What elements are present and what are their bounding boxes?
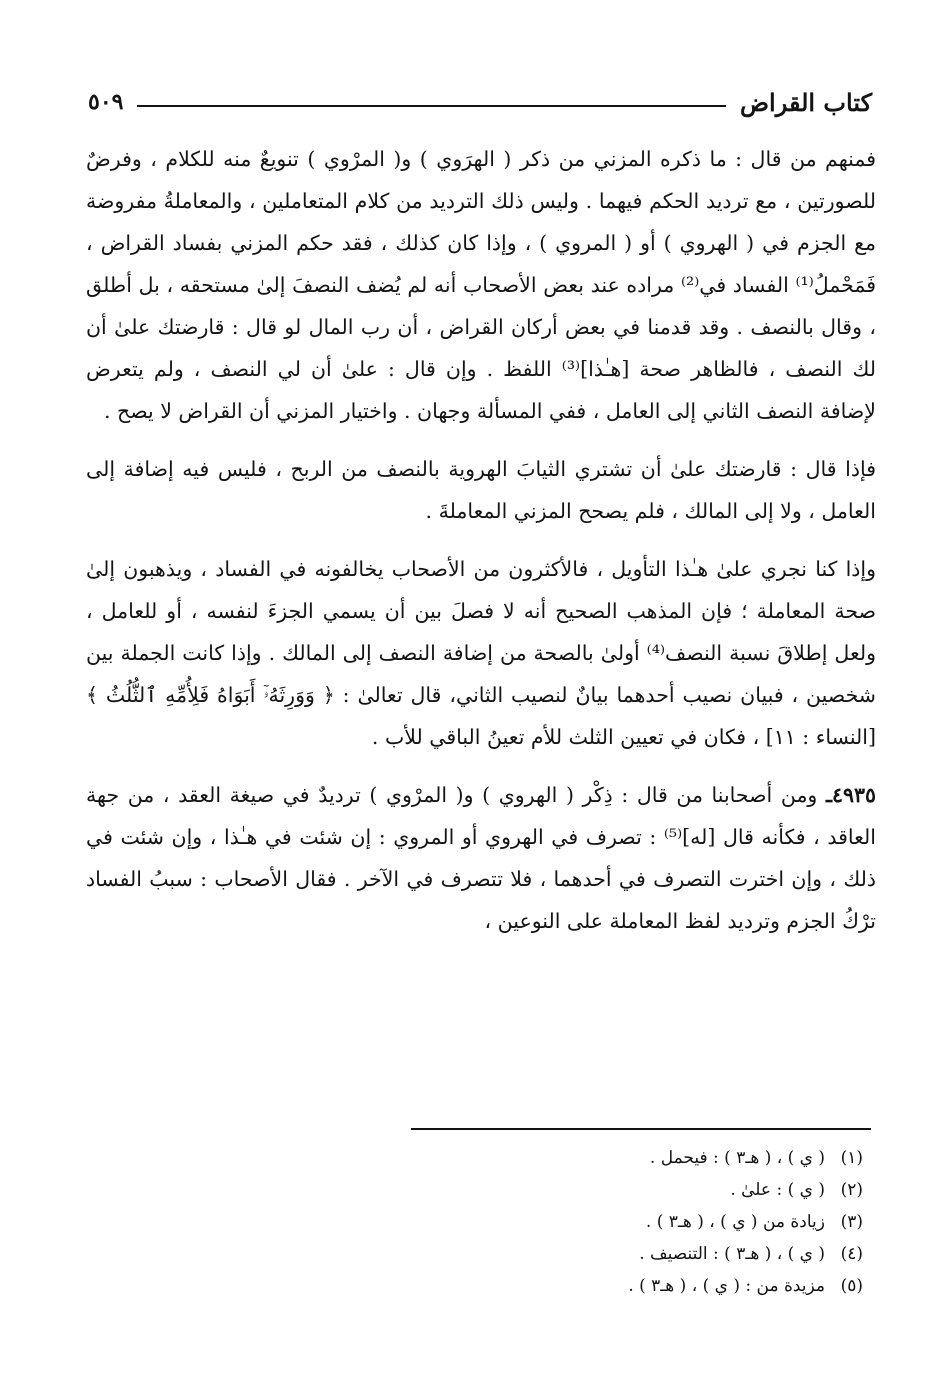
footnote-2 (263, 1174, 863, 1206)
header-rule (137, 105, 726, 107)
issue-text: ومن أصحابنا من قال : ذِكْر ( الهروي ) و( المرْوي ) ترديدٌ في صيغة العقد ، من جهة العاقد ، فكأنه قال [له]⁽⁵⁾ : تصرف في الهروي أو المروي : إن شئت في هـٰذا ، وإن شئت في ذلك ، وإن اخترت التصرف في أحدهما ، فلا تتصرف في الآخر . فقال الأصحاب : سببُ الفساد ترْكُ الجزم وترديد لفظ المعاملة على النوعين ، (86, 783, 876, 933)
footnotes (263, 1142, 863, 1302)
footnote-text: مزيدة من : ( ي ) ، ( هـ٣ ) . (628, 1276, 825, 1296)
paragraph-2: فإذا قال : قارضتك علىٰ أن تشتري الثيابَ الهروية بالنصف من الربح ، فليس فيه إضافة إلى العامل ، ولا إلى المالك ، فلم يصحح المزني المعاملةَ . (86, 457, 876, 523)
footnote-4 (263, 1238, 863, 1270)
footnote-mark: (٣) (840, 1212, 863, 1232)
page-number: ٥٠٩ (88, 89, 124, 115)
footnote-5 (263, 1270, 863, 1302)
book-title: كتاب القراض (740, 87, 872, 117)
footnote-mark: (١) (840, 1148, 863, 1168)
main-text (86, 138, 876, 942)
footnote-text: زيادة من ( ي ) ، ( هـ٣ ) . (645, 1212, 825, 1232)
footnote-mark: (٥) (840, 1276, 863, 1296)
footnote-1 (263, 1142, 863, 1174)
footnote-separator (411, 1128, 871, 1130)
paragraph-1: فمنهم من قال : ما ذكره المزني من ذكر ( الهرَوي ) و( المرْوي ) تنويعٌ منه للكلام ، وفرضٌ للصورتين ، مع ترديد الحكم فيهما . وليس ذلك الترديد من كلام المتعاملين ، والمعاملةُ مفروضة مع الجزم في ( الهروي ) أو ( المروي ) ، وإذا كان كذلك ، فقد حكم المزني بفساد القراض ، فَمَحْملُ⁽¹⁾ الفساد في⁽²⁾ مراده عند بعض الأصحاب أنه لم يُضف النصفَ إلىٰ مستحقه ، بل أطلق ، وقال بالنصف . وقد قدمنا في بعض أركان القراض ، أن رب المال لو قال : قارضتك علىٰ أن لك النصف ، فالظاهر صحة [هـٰذا]⁽³⁾ اللفظ . وإن قال : علىٰ أن لي النصف ، ولم يتعرض لإضافة النصف الثاني إلى العامل ، ففي المسألة وجهان . واختيار المزني أن القراض لا يصح . (86, 147, 876, 423)
footnote-3 (263, 1206, 863, 1238)
footnote-text: ( ي ) ، ( هـ٣ ) : فيحمل . (649, 1148, 825, 1168)
paragraph-3: وإذا كنا نجري علىٰ هـٰذا التأويل ، فالأكثرون من الأصحاب يخالفونه في الفساد ، ويذهبون إلىٰ صحة المعاملة ؛ فإن المذهب الصحيح أنه لا فصلَ بين أن يسمي الجزءَ لنفسه ، أو للعامل ، ولعل إطلاقَ نسبة النصف⁽⁴⁾ أولىٰ بالصحة من إضافة النصف إلى المالك . وإذا كانت الجملة بين شخصين ، فبيان نصيب أحدهما بيانٌ لنصيب الثاني، قال تعالىٰ : ﴿ وَوَرِثَهُۥٓ أَبَوَاهُ فَلِأُمِّهِ ٱلثُّلُثُ ﴾ [النساء : ١١] ، فكان في تعيين الثلث للأم تعينُ الباقي للأب . (86, 557, 876, 749)
footnote-text: ( ي ) : علىٰ . (730, 1180, 825, 1200)
footnote-mark: (٢) (840, 1180, 863, 1200)
footnote-mark: (٤) (840, 1244, 863, 1264)
paragraph-4935 (86, 774, 876, 942)
issue-number: ٤٩٣٥ـ (825, 783, 876, 807)
running-header (88, 84, 872, 120)
footnote-text: ( ي ) ، ( هـ٣ ) : التنصيف . (639, 1244, 825, 1264)
